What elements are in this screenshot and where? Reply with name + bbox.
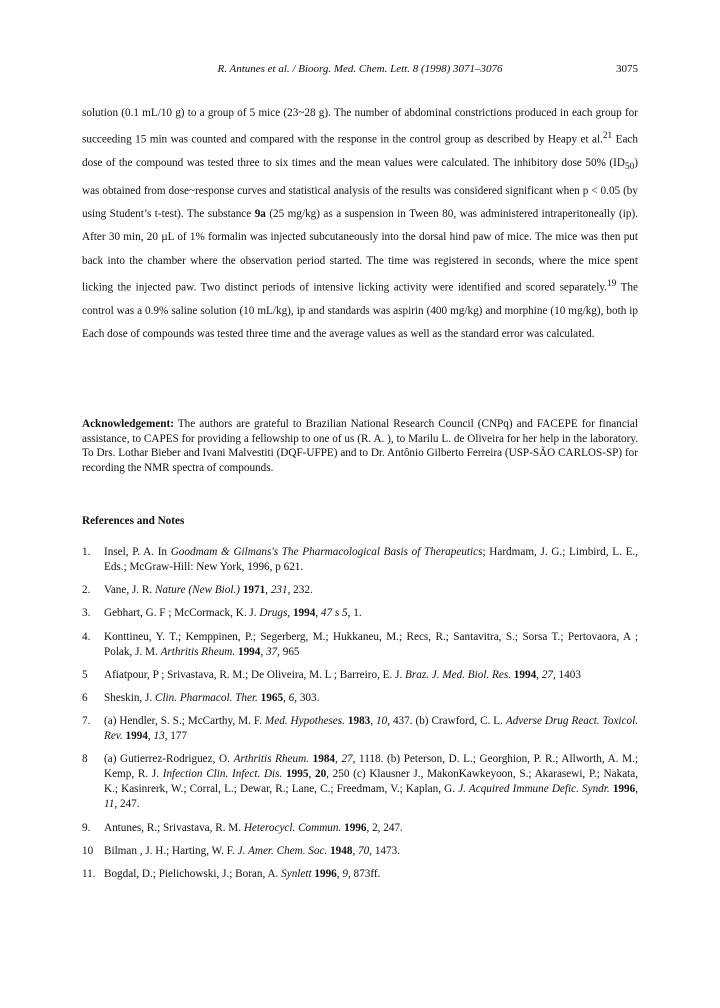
- reference-text: J. Amer. Chem. Soc.: [237, 844, 328, 857]
- reference-text: Vane, J. R.: [104, 584, 155, 597]
- reference-text: 13: [153, 730, 165, 743]
- reference-text: Gebhart, G. F ; McCormack, K. J.: [104, 607, 260, 620]
- reference-text: Antunes, R.; Srivastava, R. M.: [104, 821, 244, 834]
- reference-number: 8: [82, 753, 88, 766]
- reference-text: , 873ff.: [347, 867, 381, 880]
- reference-text: , 303.: [294, 691, 320, 704]
- reference-text: 1948: [330, 844, 353, 857]
- reference-item: [82, 752, 638, 812]
- reference-number: 1.: [82, 546, 91, 558]
- citation-superscript: 19: [607, 279, 617, 290]
- reference-text: J. Acquired Immune Defic. Syndr.: [458, 783, 610, 796]
- references-heading: References and Notes: [82, 515, 185, 527]
- reference-text: , 1473.: [369, 844, 400, 857]
- reference-text: ; Hardmam, J. G.; Limbird, L. E., Eds.; McGraw-Hill: New York, 1996, p 621.: [104, 546, 638, 573]
- reference-text: Nature (New Biol.): [154, 584, 241, 597]
- reference-item: [82, 821, 638, 836]
- citation-superscript: 21: [602, 131, 613, 142]
- reference-text: 1995: [286, 768, 309, 781]
- reference-text: ,: [536, 668, 542, 681]
- reference-number: 4.: [82, 630, 91, 643]
- reference-text: 1994: [292, 607, 316, 620]
- running-header: [0, 63, 720, 79]
- reference-text: ,: [287, 607, 293, 620]
- text-run: (25 mg/kg) as a suspension in Tween 80, was administered intraperitoneally (ip). After 30 min, 20 µL of 1% formalin was injected subcutaneously into the dorsal hind paw of mice. The mice was then put back into the chamber where the observation period started. The time was registered in seconds, where the mice spent licking the injected paw. Two distinct periods of intensive licking activity were identified and scored separately.: [82, 208, 639, 294]
- reference-text: , 1118. (b) Peterson, D. L.; Georghion, P. R.; Allworth, A. M.; Kemp, R. J.: [104, 753, 638, 781]
- reference-item: [82, 545, 638, 575]
- reference-text: ,: [265, 584, 271, 597]
- reference-text: Arthritis Rheum.: [160, 645, 236, 658]
- reference-text: , 1403: [552, 668, 581, 681]
- reference-number: 9.: [82, 821, 91, 834]
- reference-text: 1996: [344, 821, 367, 834]
- reference-text: 37: [265, 645, 278, 658]
- reference-text: 10: [376, 715, 388, 728]
- reference-text: Sheskin, J.: [104, 691, 155, 704]
- reference-text: 1996: [314, 867, 337, 880]
- subscript: 50: [624, 162, 635, 173]
- reference-number: 11.: [82, 867, 96, 880]
- reference-number: 2.: [82, 584, 91, 597]
- reference-item: [82, 867, 638, 882]
- reference-text: ,: [147, 730, 154, 743]
- methods-paragraph: [82, 102, 638, 347]
- reference-text: 1994: [125, 730, 148, 743]
- reference-text: Adverse Drug React. Toxicol. Rev.: [104, 715, 638, 743]
- reference-text: 1965: [260, 691, 284, 704]
- reference-text: 1996: [612, 783, 636, 796]
- reference-text: 1984: [312, 753, 335, 766]
- reference-text: 1971: [242, 584, 266, 597]
- reference-text: ,: [315, 607, 321, 620]
- text-run: solution (0.1 mL/10 g) to a group of 5 mice (23~28 g). The number of abdominal constrictions produced in each group for succeeding 15 min was counted and compared with the response in the control group as described by Heapy et al.: [82, 107, 638, 147]
- reference-text: 1994: [513, 668, 537, 681]
- acknowledgement-text: The authors are grateful to Brazilian National Research Council (CNPq) and FACEPE for financial assistance, to CAPES for providing a fellowship to one of us (R. A. ), to Marilu L. de Oliveira for her help in the laboratory. To Drs. Lothar Bieber and Ivani Malvestiti (DQF-UFPE) and to Dr. Antônio Gilberto Ferreira (USP-SÃO CARLOS-SP) for recording the NMR spectra of compounds.: [82, 418, 638, 474]
- reference-text: ,: [370, 715, 376, 728]
- reference-text: Heterocycl. Commun.: [243, 821, 342, 834]
- reference-text: 6: [288, 691, 295, 704]
- reference-number: 6: [82, 691, 88, 704]
- reference-text: Afiatpour, P ; Srivastava, R. M.; De Oliveira, M. L ; Barreiro, E. J.: [104, 668, 406, 681]
- reference-item: [82, 630, 638, 660]
- reference-number: 5: [82, 668, 88, 681]
- reference-item: [82, 606, 638, 621]
- reference-item: [82, 714, 638, 744]
- reference-text: Med. Hypotheses.: [264, 715, 345, 728]
- reference-number: 3.: [82, 607, 91, 620]
- reference-text: , 232.: [287, 584, 313, 597]
- reference-number: 7.: [82, 715, 91, 728]
- reference-text: 27: [541, 668, 553, 681]
- reference-item: [82, 691, 638, 706]
- reference-text: Synlett: [281, 867, 312, 880]
- reference-text: 1994: [237, 645, 261, 658]
- reference-text: ,: [260, 645, 266, 658]
- reference-text: 20: [314, 768, 327, 781]
- reference-text: Konttineu, Y. T.; Kemppinen, P.; Segerberg, M.; Hukkaneu, M.; Recs, R.; Santavitra, S.; Sorsa T.; Pertovaora, A ; Polak, J. M.: [104, 630, 638, 658]
- reference-text: , 437. (b) Crawford, C. L.: [387, 715, 506, 728]
- reference-number: 10: [82, 844, 94, 857]
- reference-text: Arthritis Rheum.: [233, 753, 309, 766]
- reference-text: 231: [270, 584, 288, 597]
- text-run: ) was obtained from dose~response curves and statistical analysis of the results was considered significant when p < 0.05 (by using Student’s t-test). The substance: [82, 157, 638, 221]
- reference-text: 47 s 5: [320, 607, 348, 620]
- reference-item: [82, 668, 638, 683]
- text-run: The control was a 0.9% saline solution (10 mL/kg), ip and standards was aspirin (400 mg/kg) and morphine (10 mg/kg), both ip Each dose of compounds was tested three time and the average values as well as the standard error was calculated.: [82, 281, 638, 341]
- reference-text: , 247.: [114, 798, 140, 811]
- reference-text: Braz. J. Med. Biol. Res.: [405, 668, 511, 681]
- acknowledgement-paragraph: [82, 417, 638, 475]
- reference-item: [82, 844, 638, 859]
- reference-text: , 177: [164, 730, 188, 743]
- reference-text: ,: [336, 867, 343, 880]
- reference-text: 1983: [347, 715, 371, 728]
- reference-text: 27: [341, 753, 353, 766]
- reference-text: ,: [335, 753, 342, 766]
- journal-citation: R. Antunes et al. / Bioorg. Med. Chem. Lett. 8 (1998) 3071–3076: [217, 63, 503, 75]
- reference-text: ,: [308, 768, 315, 781]
- reference-item: [82, 583, 638, 598]
- text-run: Each dose of the compound was tested three to six times and the mean values were calculated. The inhibitory dose 50% (ID: [82, 134, 638, 170]
- acknowledgement-label: Acknowledgement:: [82, 418, 174, 430]
- references-list: [82, 545, 638, 890]
- reference-text: Drugs: [259, 607, 288, 620]
- page-number: 3075: [616, 63, 638, 75]
- reference-text: Bilman , J. H.; Harting, W. F.: [104, 844, 238, 857]
- reference-text: ,: [635, 783, 638, 796]
- reference-text: (a) Gutierrez-Rodriguez, O.: [104, 753, 234, 766]
- reference-text: , 1.: [347, 607, 362, 620]
- reference-text: (a) Hendler, S. S.; McCarthy, M. F.: [104, 715, 265, 728]
- reference-text: , 250 (c) Klausner J., MakonKawkeyoon, S.; Akarasewi, P.; Nakata, K.; Kasinrerk, W.; Corral, L.; Dewar, R.; Lane, C.; Freedmam, V.; Kaplan, G.: [104, 768, 639, 796]
- reference-text: ,: [352, 844, 359, 857]
- reference-text: 70: [358, 844, 370, 857]
- reference-text: Bogdal, D.; Pielichowski, J.; Boran, A.: [104, 867, 282, 880]
- reference-text: , 965: [277, 645, 300, 658]
- reference-text: Clin. Pharmacol. Ther.: [154, 691, 258, 704]
- reference-text: , 2, 247.: [366, 821, 403, 834]
- reference-text: Infection Clin. Infect. Dis.: [162, 768, 283, 781]
- reference-text: ,: [283, 691, 289, 704]
- reference-text: Insel, P. A. In: [104, 546, 171, 558]
- reference-text: Goodmam & Gilmans's The Pharmacological Basis of Therapeutics: [170, 546, 483, 558]
- compound-label: 9a: [254, 208, 266, 221]
- reference-text: 11: [104, 798, 115, 811]
- reference-text: 9: [342, 867, 348, 880]
